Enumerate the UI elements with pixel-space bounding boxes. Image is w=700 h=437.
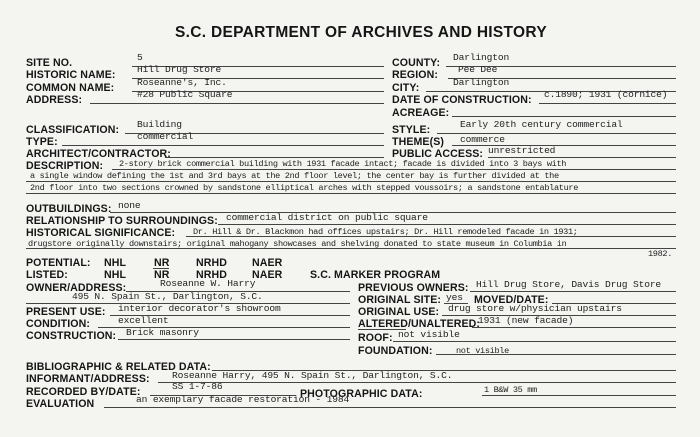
roof-label: ROOF: — [358, 332, 393, 344]
evaluation-line — [104, 407, 676, 408]
historical-significance-line-1: Dr. Hill & Dr. Blackmon had offices upstairs; Dr. Hill remodeled facade in 1931; — [193, 227, 578, 237]
roof-line — [393, 341, 676, 342]
historical-significance-label: HISTORICAL SIGNIFICANCE: — [26, 227, 176, 239]
page-title: S.C. DEPARTMENT OF ARCHIVES AND HISTORY — [175, 24, 547, 41]
listed-label: LISTED: — [26, 269, 68, 281]
common-name-value: Roseanne's, Inc. — [137, 77, 227, 88]
acreage-label: ACREAGE: — [392, 107, 450, 119]
region-label: REGION: — [392, 69, 439, 81]
public-access-label: PUBLIC ACCESS: — [392, 148, 484, 160]
city-value: Darlington — [453, 77, 510, 88]
recorded-by-value: SS 1-7-86 — [172, 381, 223, 392]
listed-nhl: NHL — [104, 269, 127, 281]
county-label: COUNTY: — [392, 57, 441, 69]
previous-owners-label: PREVIOUS OWNERS: — [358, 282, 469, 294]
marker-program-label: S.C. MARKER PROGRAM — [310, 269, 441, 281]
historical-significance-line-2: drugstore originally downstairs; original mahogany showcases and shelving donated to state museum in Columbia in — [28, 239, 567, 249]
style-value: Early 20th century commercial — [460, 119, 623, 130]
previous-owners-value: Hill Drug Store, Davis Drug Store — [476, 279, 662, 290]
historical-significance-year: 1982. — [648, 249, 673, 259]
evaluation-value: an exemplary facade restoration - 1984 — [136, 394, 350, 405]
themes-label: THEME(S) — [392, 136, 444, 148]
informant-line — [158, 382, 676, 383]
date-of-construction-label: DATE OF CONSTRUCTION: — [392, 94, 532, 106]
potential-nr: NR — [154, 257, 170, 269]
classification-value: Building — [137, 119, 182, 130]
description-label: DESCRIPTION: — [26, 160, 104, 172]
foundation-line — [436, 354, 676, 355]
previous-owners-line — [470, 291, 676, 292]
present-use-label: PRESENT USE: — [26, 306, 106, 318]
acreage-line — [452, 116, 676, 117]
style-label: STYLE: — [392, 124, 431, 136]
original-use-label: ORIGINAL USE: — [358, 306, 440, 318]
region-value: Pee Dee — [458, 64, 498, 75]
photographic-value: 1 B&W 35 mm — [484, 385, 537, 395]
potential-nhl: NHL — [104, 257, 127, 269]
original-site-value: yes — [446, 292, 463, 303]
bibliographic-label: BIBLIOGRAPHIC & RELATED DATA: — [26, 361, 211, 373]
county-value: Darlington — [453, 52, 510, 63]
construction-label: CONSTRUCTION: — [26, 330, 117, 342]
roof-value: not visible — [398, 329, 460, 340]
altered-label: ALTERED/UNALTERED: — [358, 318, 481, 330]
condition-label: CONDITION: — [26, 318, 90, 330]
type-line — [62, 145, 384, 146]
address-label: ADDRESS: — [26, 94, 83, 106]
site-no-value: 5 — [137, 52, 143, 63]
themes-line — [452, 145, 676, 146]
potential-label: POTENTIAL: — [26, 257, 91, 269]
owner-address-label: OWNER/ADDRESS: — [26, 282, 127, 294]
relationship-value: commercial district on public square — [226, 212, 428, 223]
themes-value: commerce — [460, 134, 505, 145]
historic-name-label: HISTORIC NAME: — [26, 69, 116, 81]
original-use-value: drug store w/physician upstairs — [448, 303, 622, 314]
foundation-value: not visible — [456, 346, 509, 356]
listed-nr: NR — [154, 269, 170, 281]
type-label: TYPE: — [26, 136, 58, 148]
outbuildings-value: none — [118, 200, 141, 211]
description-line-1: 2-story brick commercial building with 1931 facade intact; facade is divided into 3 bays with — [119, 159, 567, 169]
owner-address-value: 495 N. Spain St., Darlington, S.C. — [72, 291, 263, 302]
altered-line — [472, 327, 676, 328]
relationship-label: RELATIONSHIP TO SURROUNDINGS: — [26, 215, 218, 227]
informant-value: Roseanne Harry, 495 N. Spain St., Darlington, S.C. — [172, 370, 453, 381]
public-access-value: unrestricted — [488, 145, 556, 156]
description-rule-3 — [26, 193, 676, 194]
photographic-label: PHOTOGRAPHIC DATA: — [300, 388, 423, 400]
construction-line — [118, 339, 350, 340]
recorded-by-label: RECORDED BY/DATE: — [26, 386, 141, 398]
city-label: CITY: — [392, 82, 420, 94]
informant-label: INFORMANT/ADDRESS: — [26, 373, 150, 385]
description-line-3: 2nd floor into two sections crowned by sandstone elliptical arches with stepped voussoirs; a sandstone entablature — [30, 183, 579, 193]
date-of-construction-line — [539, 103, 676, 104]
address-line — [90, 103, 384, 104]
outbuildings-label: OUTBUILDINGS: — [26, 203, 112, 215]
relationship-line — [218, 224, 676, 225]
listed-nrhd: NRHD — [196, 269, 228, 281]
owner-name-value: Roseanne W. Harry — [160, 278, 256, 289]
classification-label: CLASSIFICATION: — [26, 124, 120, 136]
potential-nrhd: NRHD — [196, 257, 228, 269]
condition-value: excellent — [118, 315, 169, 326]
historical-significance-rule-2 — [26, 248, 676, 249]
address-value: #28 Public Square — [137, 89, 233, 100]
evaluation-label: EVALUATION — [26, 398, 95, 410]
common-name-label: COMMON NAME: — [26, 82, 115, 94]
description-line-2: a single window defining the 1st and 3rd bays at the 2nd floor level; the center bay is further divided at the — [30, 171, 559, 181]
construction-value: Brick masonry — [126, 327, 199, 338]
listed-naer: NAER — [252, 269, 283, 281]
type-value: commercial — [137, 131, 194, 142]
potential-naer: NAER — [252, 257, 283, 269]
site-no-label: SITE NO. — [26, 57, 73, 69]
moved-date-label: MOVED/DATE: — [474, 294, 549, 306]
historic-name-value: Hill Drug Store — [137, 64, 222, 75]
original-site-label: ORIGINAL SITE: — [358, 294, 442, 306]
architect-label: ARCHITECT/CONTRACTOR: — [26, 148, 171, 160]
date-of-construction-value: c.1890; 1931 (cornice) — [544, 89, 668, 100]
historical-significance-rule-1 — [186, 236, 676, 237]
foundation-label: FOUNDATION: — [358, 345, 433, 357]
present-use-value: interior decorator's showroom — [118, 303, 281, 314]
altered-value: 1931 (new facade) — [478, 315, 574, 326]
photographic-line — [482, 395, 676, 396]
